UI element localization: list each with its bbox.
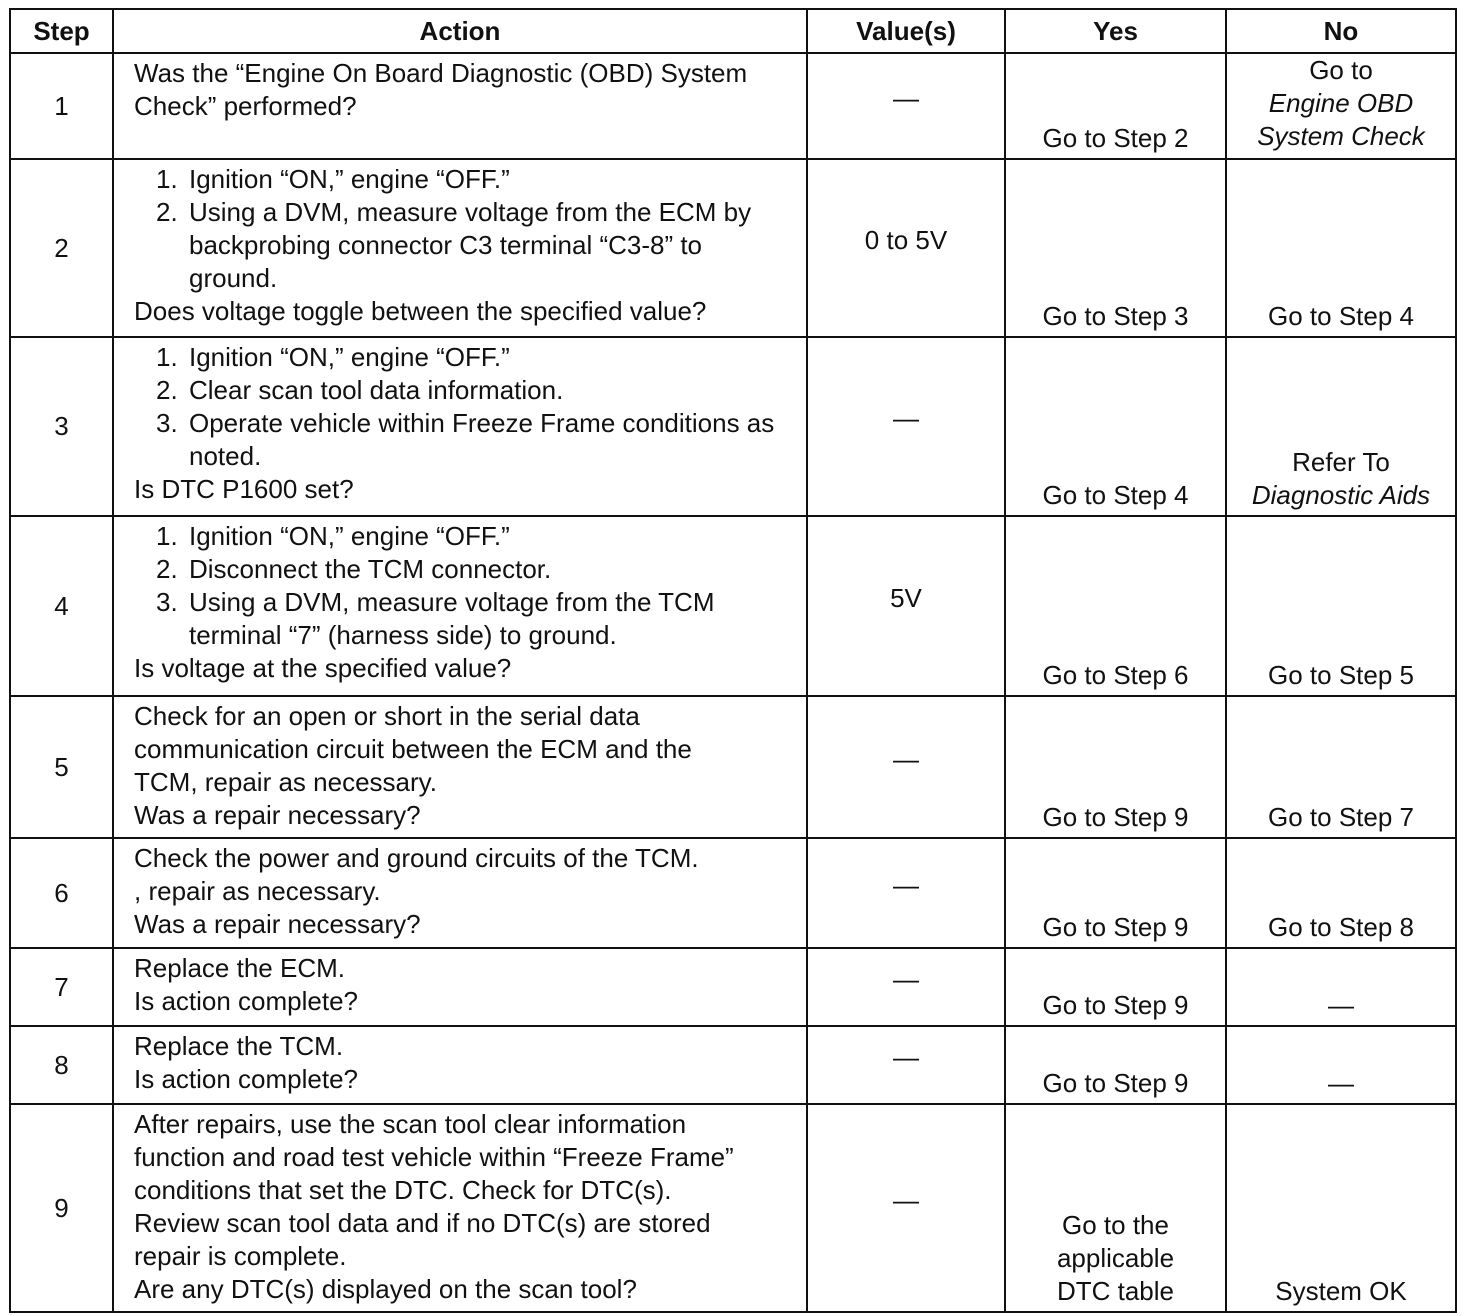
- step-cell: 5: [10, 696, 113, 838]
- action-text: Was the “Engine On Board Diagnostic (OBD) System: [134, 58, 748, 88]
- yes-cell: [1005, 159, 1226, 337]
- value-cell: [807, 516, 1005, 696]
- action-question: Is DTC P1600 set?: [134, 474, 354, 504]
- action-cell: [113, 948, 807, 1026]
- header-row: [10, 9, 1456, 53]
- action-text: Replace the TCM.: [134, 1031, 344, 1061]
- value-cell: [807, 838, 1005, 948]
- action-text: function and road test vehicle within “Freeze Frame”: [134, 1142, 734, 1172]
- no-cell: [1226, 1026, 1456, 1104]
- table-row: [10, 516, 1456, 696]
- value-cell: [807, 948, 1005, 1026]
- substep-item: Using a DVM, measure voltage from the TCM terminal “7” (harness side) to ground.: [189, 587, 715, 650]
- no-cell: [1226, 948, 1456, 1026]
- no-cell: [1226, 1104, 1456, 1312]
- value-text: —: [893, 1041, 919, 1072]
- substep-item: Ignition “ON,” engine “OFF.”: [189, 521, 510, 551]
- action-question: Was a repair necessary?: [134, 909, 421, 939]
- no-text: System OK: [1275, 1276, 1407, 1306]
- no-text: —: [1328, 1068, 1354, 1098]
- step-cell: 8: [10, 1026, 113, 1104]
- substep-item: Using a DVM, measure voltage from the ECM by backprobing connector C3 terminal “C3-8” to ground.: [189, 197, 752, 293]
- value-cell: [807, 53, 1005, 159]
- yes-text: Go to Step 9: [1042, 1068, 1189, 1098]
- no-cell: [1226, 337, 1456, 516]
- value-text: 5V: [890, 582, 922, 613]
- step-cell: 4: [10, 516, 113, 696]
- action-text: , repair as necessary.: [134, 876, 381, 906]
- substep-item: Operate vehicle within Freeze Frame conditions as noted.: [189, 408, 775, 471]
- step-cell: 1: [10, 53, 113, 159]
- header-values: Value(s): [807, 9, 1005, 53]
- action-text: conditions that set the DTC. Check for DTC(s).: [134, 1175, 672, 1205]
- substep-item: Ignition “ON,” engine “OFF.”: [189, 342, 510, 372]
- step-cell: 9: [10, 1104, 113, 1312]
- yes-cell: [1005, 53, 1226, 159]
- step-cell: 7: [10, 948, 113, 1026]
- yes-text: Go to Step 3: [1042, 301, 1189, 331]
- yes-text: Go to Step 9: [1042, 990, 1189, 1020]
- no-text: Go to Step 8: [1268, 912, 1414, 942]
- yes-cell: [1005, 1026, 1226, 1104]
- header-yes: Yes: [1005, 9, 1226, 53]
- table-row: [10, 337, 1456, 516]
- value-text: —: [893, 82, 919, 113]
- table-row: [10, 53, 1456, 159]
- table-row: [10, 159, 1456, 337]
- yes-text: applicable: [1056, 1243, 1175, 1273]
- yes-text: Go to the: [1062, 1210, 1169, 1240]
- action-cell: [113, 159, 807, 337]
- no-cell: [1226, 696, 1456, 838]
- substep-item: Clear scan tool data information.: [189, 375, 564, 405]
- step-cell: 3: [10, 337, 113, 516]
- value-text: —: [893, 869, 919, 900]
- value-cell: [807, 696, 1005, 838]
- header-step: Step: [10, 9, 113, 53]
- yes-text: Go to Step 9: [1042, 912, 1189, 942]
- action-cell: [113, 337, 807, 516]
- yes-text: Go to Step 2: [1042, 123, 1189, 153]
- table-row: [10, 838, 1456, 948]
- no-text: Go to Step 7: [1268, 802, 1414, 832]
- yes-text: Go to Step 6: [1042, 660, 1189, 690]
- step-cell: 2: [10, 159, 113, 337]
- step-cell: 6: [10, 838, 113, 948]
- no-cell: [1226, 516, 1456, 696]
- no-text: Go to Step 5: [1268, 660, 1414, 690]
- yes-cell: [1005, 516, 1226, 696]
- yes-cell: [1005, 1104, 1226, 1312]
- action-cell: [113, 696, 807, 838]
- action-cell: [113, 838, 807, 948]
- header-no: No: [1226, 9, 1456, 53]
- diagnostic-table: [9, 8, 1457, 1313]
- table-row: [10, 948, 1456, 1026]
- action-cell: [113, 53, 807, 159]
- value-text: —: [893, 403, 919, 433]
- value-text: —: [893, 1184, 919, 1215]
- value-text: 0 to 5V: [864, 224, 948, 255]
- value-text: —: [893, 963, 919, 994]
- header-action: Action: [113, 9, 807, 53]
- action-text: Check the power and ground circuits of the TCM.: [134, 843, 699, 873]
- yes-text: DTC table: [1056, 1276, 1175, 1306]
- no-text: Engine OBD: [1268, 88, 1414, 118]
- action-text: communication circuit between the ECM and the: [134, 734, 692, 764]
- no-text: Go to: [1309, 55, 1373, 85]
- no-text: —: [1328, 990, 1354, 1020]
- action-question: Are any DTC(s) displayed on the scan tool?: [134, 1274, 637, 1304]
- table-row: [10, 1104, 1456, 1312]
- yes-text: Go to Step 9: [1042, 802, 1189, 832]
- no-text: Diagnostic Aids: [1251, 480, 1431, 510]
- value-cell: [807, 337, 1005, 516]
- yes-cell: [1005, 696, 1226, 838]
- action-substeps: [134, 163, 796, 295]
- no-text: Refer To: [1292, 447, 1390, 477]
- action-text: After repairs, use the scan tool clear information: [134, 1109, 687, 1139]
- action-text: Review scan tool data and if no DTC(s) are stored: [134, 1208, 711, 1238]
- yes-text: Go to Step 4: [1042, 480, 1189, 510]
- action-question: Is action complete?: [134, 986, 359, 1016]
- action-cell: [113, 1104, 807, 1312]
- action-text: Check” performed?: [134, 91, 357, 121]
- substep-item: Ignition “ON,” engine “OFF.”: [189, 164, 510, 194]
- no-text: System Check: [1257, 121, 1425, 151]
- no-cell: [1226, 53, 1456, 159]
- action-text: repair is complete.: [134, 1241, 347, 1271]
- action-cell: [113, 516, 807, 696]
- action-question: Does voltage toggle between the specified value?: [134, 296, 707, 326]
- table-row: [10, 696, 1456, 838]
- action-question: Was a repair necessary?: [134, 800, 421, 830]
- action-substeps: [134, 520, 796, 652]
- no-cell: [1226, 838, 1456, 948]
- value-cell: [807, 1104, 1005, 1312]
- value-cell: [807, 1026, 1005, 1104]
- action-question: Is action complete?: [134, 1064, 359, 1094]
- yes-cell: [1005, 838, 1226, 948]
- action-text: TCM, repair as necessary.: [134, 767, 437, 797]
- action-question: Is voltage at the specified value?: [134, 653, 512, 683]
- value-cell: [807, 159, 1005, 337]
- no-text: Go to Step 4: [1268, 301, 1414, 331]
- yes-cell: [1005, 337, 1226, 516]
- value-text: —: [893, 743, 919, 774]
- action-text: Check for an open or short in the serial data: [134, 701, 640, 731]
- no-cell: [1226, 159, 1456, 337]
- table-row: [10, 1026, 1456, 1104]
- action-text: Replace the ECM.: [134, 953, 345, 983]
- action-substeps: [134, 341, 796, 473]
- yes-cell: [1005, 948, 1226, 1026]
- action-cell: [113, 1026, 807, 1104]
- substep-item: Disconnect the TCM connector.: [189, 554, 552, 584]
